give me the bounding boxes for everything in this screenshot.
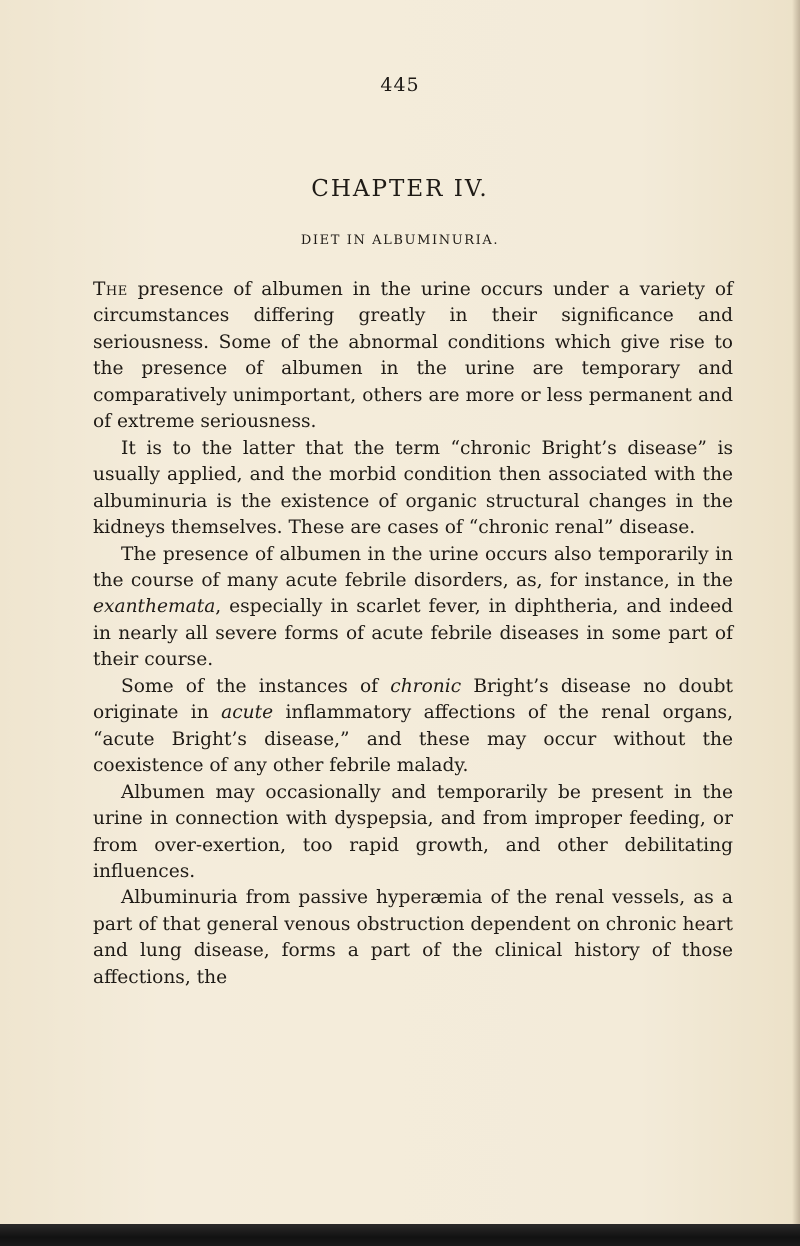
paragraph-text: presence of albumen in the urine occurs under a variety of circumstances differing greatly in their significance and seriousness. Some of the abnormal conditions which give rise to the presence of albumen in the urine are temporary and comparatively unimportant, others are more or less permanent and of extreme seriousness. xyxy=(93,279,733,433)
page-number: 445 xyxy=(380,74,420,96)
paragraph xyxy=(93,542,733,674)
lead-word: The xyxy=(93,279,128,300)
body-text xyxy=(93,277,733,991)
italic-term: exanthemata xyxy=(93,596,216,618)
italic-term: acute xyxy=(221,702,274,724)
page-bottom-edge xyxy=(0,1224,800,1246)
paragraph-text: Some of the instances of xyxy=(121,675,391,697)
paragraph: Albumen may occasionally and temporarily be present in the urine in connection with dyspepsia, and from improper feeding, or from over-exertion, too rapid growth, and other debilitating influences. xyxy=(93,781,733,882)
chapter-title: CHAPTER IV. xyxy=(311,176,489,202)
paragraph xyxy=(93,277,733,436)
paragraph xyxy=(93,674,733,780)
paragraph-text: The presence of albumen in the urine occurs also temporarily in the course of many acute febrile disorders, as, for instance, in the xyxy=(93,543,733,591)
paragraph: It is to the latter that the term “chronic Bright’s disease” is usually applied, and the morbid condition then associated with the albuminuria is the existence of organic structural changes in the kidneys themselves. These are cases of “chronic renal” disease. xyxy=(93,437,733,539)
paragraph-text: inflammatory affections of the renal organs, “acute Bright’s disease,” and these may occur without the coexistence of any other febrile malady. xyxy=(93,702,733,777)
paragraph-text: Bright’s disease no doubt originate in xyxy=(93,675,733,724)
italic-term: chronic xyxy=(390,675,462,697)
paragraph-text: , especially in scarlet fever, in diphtheria, and indeed in nearly all severe forms of acute febrile diseases in some part of their course. xyxy=(93,596,733,671)
paragraph: Albuminuria from passive hyperæmia of the renal vessels, as a part of that general venous obstruction dependent on chronic heart and lung disease, forms a part of the clinical history of those affections, the xyxy=(93,887,733,988)
chapter-subtitle: DIET IN ALBUMINURIA. xyxy=(300,233,500,248)
